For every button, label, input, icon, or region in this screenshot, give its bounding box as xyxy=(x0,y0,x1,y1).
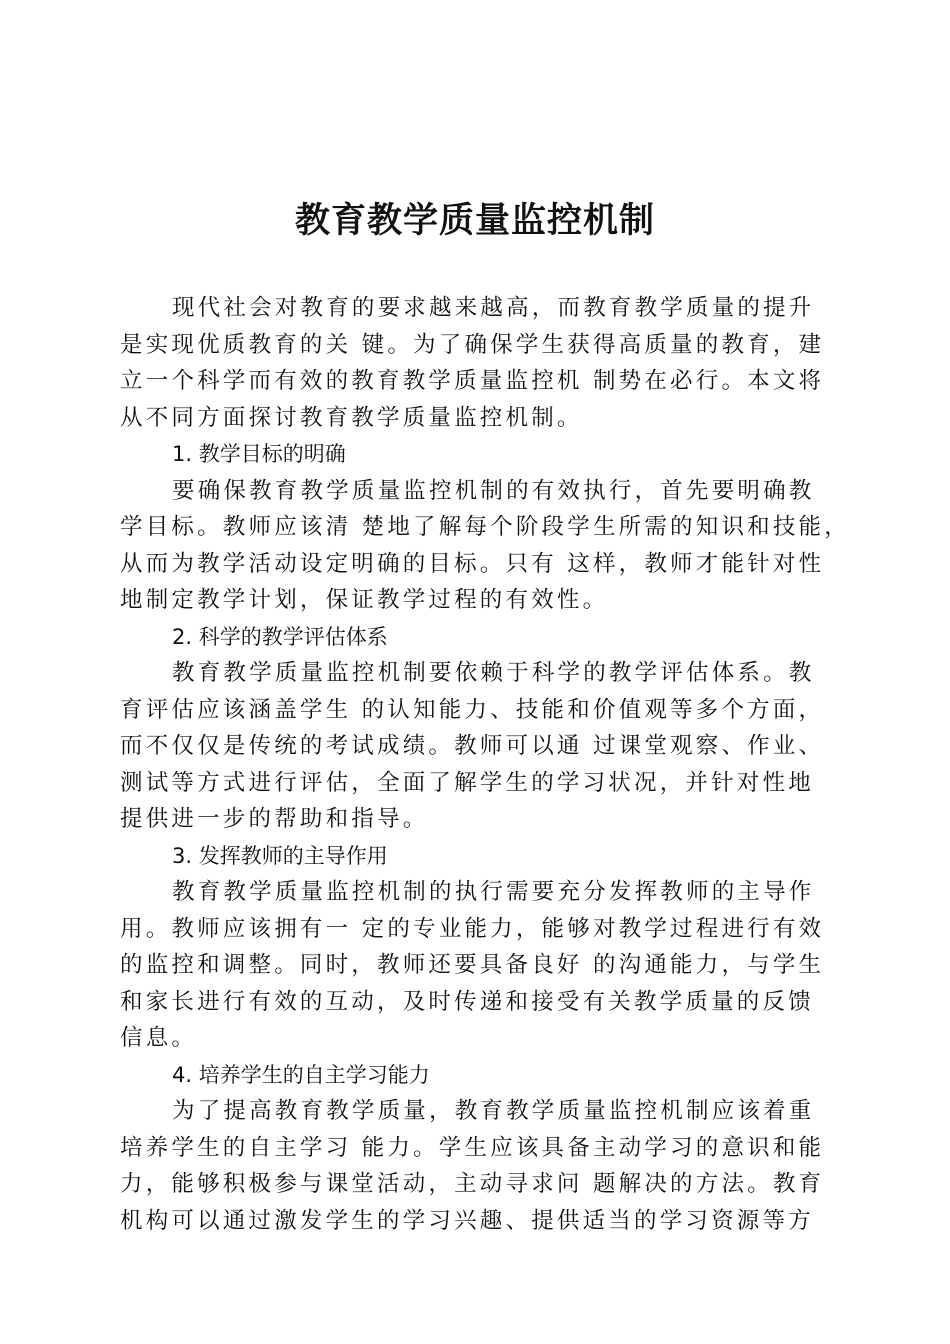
paragraph-line: 和家长进行有效的互动，及时传递和接受有关教学质量的反馈 xyxy=(120,988,814,1015)
paragraph-line: 学目标。教师应该清 楚地了解每个阶段学生所需的知识和技能， xyxy=(120,514,850,540)
document-body xyxy=(120,290,850,1239)
document-title: 教育教学质量监控机制 xyxy=(294,200,655,241)
paragraph-line: 提供进一步的帮助和指导。 xyxy=(120,806,429,832)
paragraph-line: 要确保教育教学质量监控机制的有效执行，首先要明确教 xyxy=(172,477,815,504)
paragraph-line: 立一个科学而有效的教育教学质量监控机 制势在必行。本文将 xyxy=(120,368,825,394)
paragraph-line: 是实现优质教育的关 键。为了确保学生获得高质量的教育，建 xyxy=(120,331,825,358)
paragraph-line: 用。教师应该拥有一 定的专业能力，能够对教学过程进行有效 xyxy=(120,915,825,942)
paragraph-line: 的监控和调整。同时，教师还要具备良好 的沟通能力，与学生 xyxy=(120,952,825,978)
paragraph-line: 测试等方式进行评估，全面了解学生的学习状况，并针对性地 xyxy=(120,769,814,796)
section-paragraph-4 xyxy=(120,1093,830,1239)
paragraph-line: 为了提高教育教学质量，教育教学质量监控机制应该着重 xyxy=(172,1098,815,1124)
section-paragraph-2 xyxy=(120,655,830,838)
paragraph-line: 育评估应该涵盖学生 的认知能力、技能和价值观等多个方面， xyxy=(120,696,825,723)
intro-paragraph xyxy=(120,290,830,436)
paragraph-line: 力，能够积极参与课堂活动，主动寻求问 题解决的方法。教育 xyxy=(120,1171,825,1197)
paragraph-line: 信息。 xyxy=(120,1025,198,1051)
paragraph-line: 教育教学质量监控机制的执行需要充分发挥教师的主导作 xyxy=(172,879,815,905)
paragraph-line: 机构可以通过激发学生的学习兴趣、提供适当的学习资源等方 xyxy=(120,1207,814,1234)
paragraph-line: 现代社会对教育的要求越来越高，而教育教学质量的提升 xyxy=(172,295,815,321)
paragraph-line: 从而为教学活动设定明确的目标。只有 这样，教师才能针对性 xyxy=(120,550,825,577)
section-heading-3: 3. 发挥教师的主导作用 xyxy=(172,843,388,868)
paragraph-line: 从不同方面探讨教育教学质量监控机制。 xyxy=(120,404,583,431)
paragraph-line: 而不仅仅是传统的考试成绩。教师可以通 过课堂观察、作业、 xyxy=(120,733,825,759)
section-heading-1: 1. 教学目标的明确 xyxy=(172,442,346,466)
paragraph-line: 地制定教学计划，保证教学过程的有效性。 xyxy=(120,587,609,613)
section-heading-4: 4. 培养学生的自主学习能力 xyxy=(172,1062,430,1087)
section-paragraph-1 xyxy=(120,473,850,619)
section-heading-2: 2. 科学的教学评估体系 xyxy=(172,624,388,649)
paragraph-line: 培养学生的自主学习 能力。学生应该具备主动学习的意识和能 xyxy=(120,1134,825,1161)
section-paragraph-3 xyxy=(120,874,830,1057)
paragraph-line: 教育教学质量监控机制要依赖于科学的教学评估体系。教 xyxy=(172,660,815,686)
